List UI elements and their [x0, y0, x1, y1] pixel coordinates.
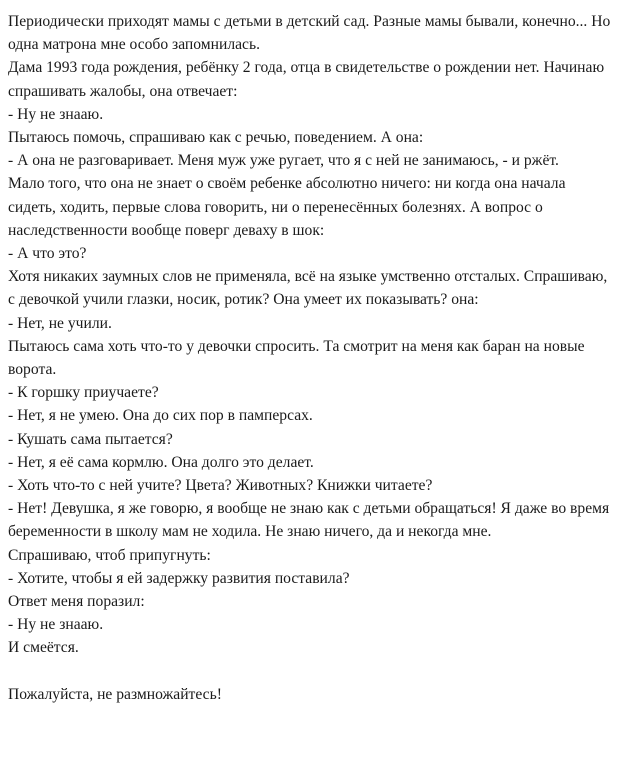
narration-line: И смеётся. — [8, 639, 79, 657]
narration-line: Ответ меня поразил: — [8, 593, 145, 611]
dialogue-line: - Нет! Девушка, я же говорю, я вообще не знаю как с детьми обращаться! Я даже во время беременности в школу мам не ходила. Не знаю ничего, да и некогда мне. — [8, 500, 614, 541]
closing-line: Пожалуйста, не размножайтесь! — [8, 685, 222, 703]
dialogue-line: - Ну не знааю. — [8, 616, 104, 634]
story-text — [8, 10, 616, 706]
blank-line — [8, 660, 616, 683]
dialogue-line: - Нет, я не умею. Она до сих пор в памперсах. — [8, 407, 313, 425]
paragraph-narration: Мало того, что она не знает о своём ребенке абсолютно ничего: ни когда она начала сидеть, ходить, первые слова говорить, ни о перенесённых болезнях. А вопрос о наследственности вообще поверг деваху в шок: — [8, 175, 570, 239]
dialogue-line: - А что это? — [8, 245, 87, 263]
dialogue-line: - К горшку приучаете? — [8, 384, 159, 402]
paragraph-intro: Периодически приходят мамы с детьми в детский сад. Разные мамы бывали, конечно... Но одна матрона мне особо запомнилась. — [8, 13, 615, 54]
paragraph-narration: Хотя никаких заумных слов не применяла, всё на языке умственно отсталых. Спрашиваю, с девочкой учили глазки, носик, ротик? Она умеет их показывать? она: — [8, 268, 612, 309]
paragraph-mother-description: Дама 1993 года рождения, ребёнку 2 года, отца в свидетельстве о рождении нет. Начинаю спрашивать жалобы, она отвечает: — [8, 59, 609, 100]
dialogue-line: - Кушать сама пытается? — [8, 430, 173, 448]
dialogue-line: - А она не разговаривает. Меня муж уже ругает, что я с ней не занимаюсь, - и ржёт. — [8, 152, 559, 170]
narration-line: Пытаюсь помочь, спрашиваю как с речью, поведением. А она: — [8, 129, 424, 147]
dialogue-line: - Хотите, чтобы я ей задержку развития поставила? — [8, 569, 350, 587]
paragraph-narration: Пытаюсь сама хоть что-то у девочки спросить. Та смотрит на меня как баран на новые ворота. — [8, 337, 589, 379]
dialogue-line: - Ну не знааю. — [8, 105, 104, 123]
dialogue-line: - Нет, я её сама кормлю. Она долго это делает. — [8, 453, 314, 471]
dialogue-line: - Нет, не учили. — [8, 314, 112, 332]
dialogue-line: - Хоть что-то с ней учите? Цвета? Животных? Книжки читаете? — [8, 477, 433, 495]
narration-line: Спрашиваю, чтоб припугнуть: — [8, 546, 211, 564]
